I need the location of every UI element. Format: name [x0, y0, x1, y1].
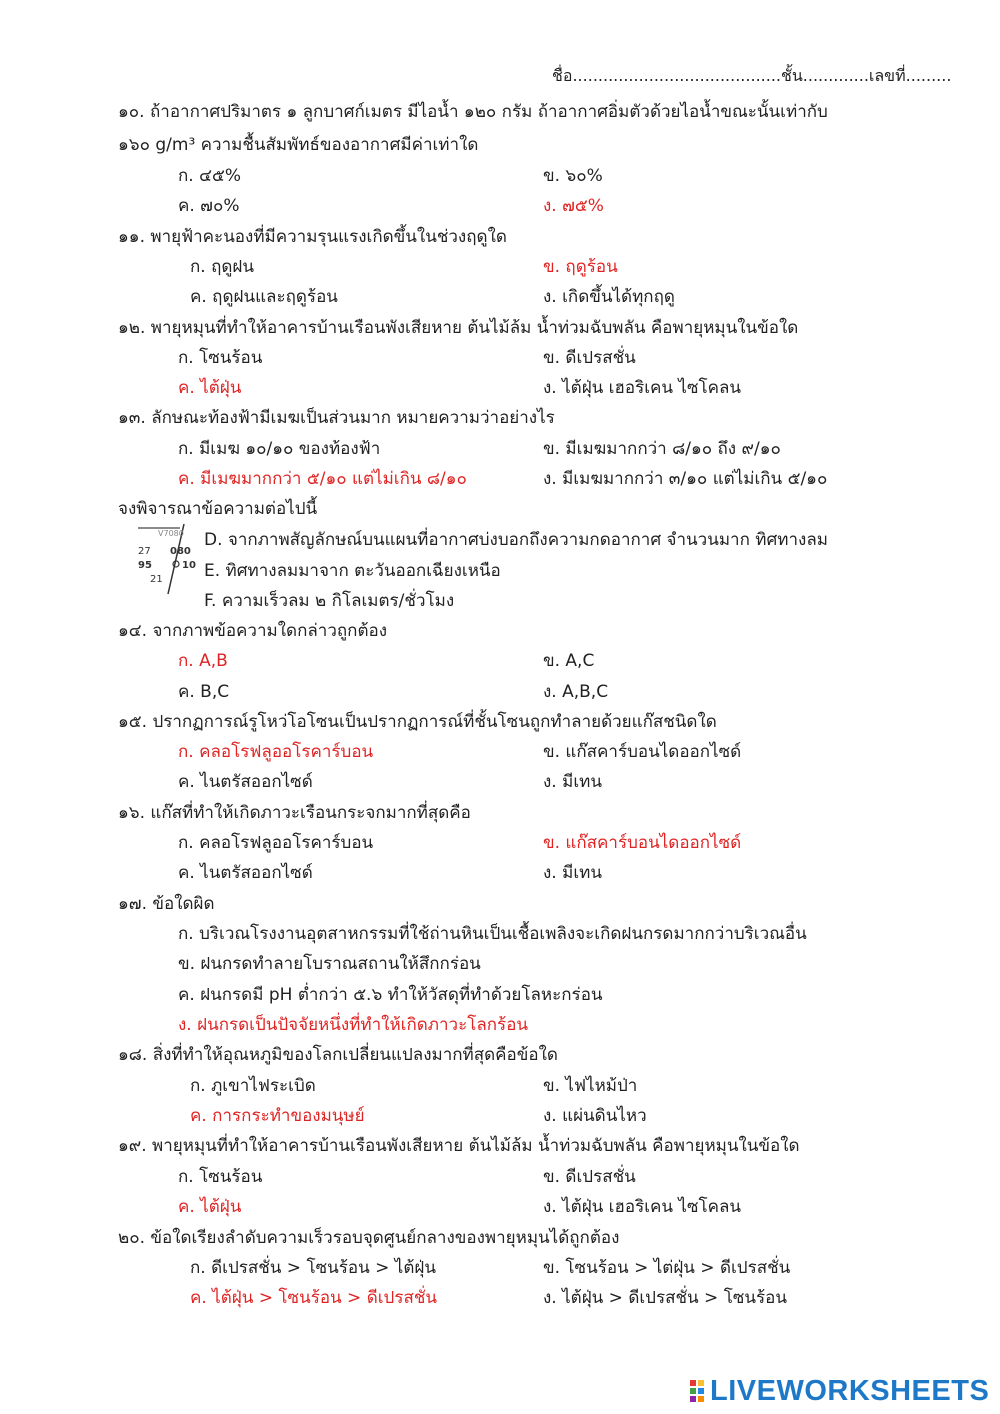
- option-c: ค. ไนตรัสออกไซด์: [178, 863, 313, 883]
- option-d-answer: ง. ฝนกรดเป็นปัจจัยหนึ่งที่ทำให้เกิดภาวะโลกร้อน: [178, 1015, 529, 1035]
- option-a: ก. มีเมฆ ๑๐/๑๐ ของท้องฟ้า: [178, 439, 381, 459]
- statement-e: E. ทิศทางลมมาจาก ตะวันออกเฉียงเหนือ: [204, 561, 501, 581]
- weather-station-symbol: [138, 524, 198, 596]
- liveworksheets-logo: [690, 1374, 989, 1408]
- option-b-answer: ข. แก๊สคาร์บอนไดออกไซด์: [543, 833, 742, 853]
- station-temperature: 27: [138, 546, 151, 557]
- option-b: ข. ฝนกรดทำลายโบราณสถานให้สึกกร่อน: [178, 954, 481, 974]
- student-info-line: ชื่อ.........................................ชั้น.............เลขที่.........: [552, 66, 952, 85]
- option-b: ข. A,C: [543, 651, 595, 671]
- option-d-answer: ง. ๗๕%: [543, 196, 604, 216]
- option-d: ง. ไต้ฝุ่น เฮอริเคน ไซโคลน: [543, 378, 742, 398]
- statement-f: F. ความเร็วลม ๒ กิโลเมตร/ชั่วโมง: [204, 591, 455, 611]
- question-17: ๑๗. ข้อใดผิด: [118, 894, 215, 914]
- statement-d: D. จากภาพสัญลักษณ์บนแผนที่อากาศบ่งบอกถึงความกดอากาศ จำนวนมาก ทิศทางลม: [204, 530, 828, 550]
- question-11: ๑๑. พายุฟ้าคะนองที่มีความรุนแรงเกิดขึ้นในช่วงฤดูใด: [118, 227, 507, 247]
- option-b: ข. ดีเปรสชั่น: [543, 348, 636, 368]
- option-d: ง. A,B,C: [543, 682, 609, 702]
- option-a-answer: ก. คลอโรฟลูออโรคาร์บอน: [178, 742, 374, 762]
- option-c: ค. ๗๐%: [178, 196, 240, 216]
- option-b: ข. โซนร้อน > ไต่ฝุ่น > ดีเปรสชั่น: [543, 1258, 791, 1278]
- option-a: ก. โซนร้อน: [178, 348, 263, 368]
- option-a: ก. ภูเขาไฟระเบิด: [190, 1076, 316, 1096]
- option-b: ข. มีเมฆมากกว่า ๘/๑๐ ถึง ๙/๑๐: [543, 439, 781, 459]
- option-b-answer: ข. ฤดูร้อน: [543, 257, 618, 277]
- option-c: ค. B,C: [178, 682, 230, 702]
- option-b: ข. แก๊สคาร์บอนไดออกไซด์: [543, 742, 742, 762]
- question-10: ๑๐. ถ้าอากาศปริมาตร ๑ ลูกบาศก์เมตร มีไอน้ำ ๑๒๐ กรัม ถ้าอากาศอิ่มตัวด้วยไอน้ำขณะนั้นเท่ากับ: [118, 102, 828, 122]
- question-20: ๒๐. ข้อใดเรียงลำดับความเร็วรอบจุดศูนย์กลางของพายุหมุนได้ถูกต้อง: [118, 1228, 620, 1248]
- option-c-answer: ค. มีเมฆมากกว่า ๕/๑๐ แต่ไม่เกิน ๘/๑๐: [178, 469, 467, 489]
- question-19: ๑๙. พายุหมุนที่ทำให้อาคารบ้านเรือนพังเสียหาย ต้นไม้ล้ม น้ำท่วมฉับพลัน คือพายุหมุนในข้อใด: [118, 1136, 800, 1156]
- option-d: ง. มีเทน: [543, 772, 602, 792]
- option-a: ก. โซนร้อน: [178, 1167, 263, 1187]
- option-c-answer: ค. ไต้ฝุ่น: [178, 378, 242, 398]
- option-c-answer: ค. ไต้ฝุ่น > โซนร้อน > ดีเปรสชั่น: [190, 1288, 438, 1308]
- question-13: ๑๓. ลักษณะท้องฟ้ามีเมฆเป็นส่วนมาก หมายความว่าอย่างไร: [118, 408, 555, 428]
- station-visibility: 21: [150, 574, 163, 585]
- option-d: ง. มีเมฆมากกว่า ๓/๑๐ แต่ไม่เกิน ๕/๑๐: [543, 469, 828, 489]
- option-c-answer: ค. การกระทำของมนุษย์: [190, 1106, 365, 1126]
- option-d: ง. เกิดขึ้นได้ทุกฤดู: [543, 287, 675, 307]
- question-16: ๑๖. แก๊สที่ทำให้เกิดภาวะเรือนกระจกมากที่สุดคือ: [118, 803, 471, 823]
- option-a: ก. ดีเปรสชั่น > โซนร้อน > ไต้ฝุ่น: [190, 1258, 436, 1278]
- option-a-answer: ก. A,B: [178, 651, 228, 671]
- option-c: ค. ฤดูฝนและฤดูร้อน: [190, 287, 338, 307]
- option-c: ค. ฝนกรดมี pH ต่ำกว่า ๕.๖ ทำให้วัสดุที่ทำด้วยโลหะกร่อน: [178, 985, 603, 1005]
- question-14: ๑๔. จากภาพข้อความใดกล่าวถูกต้อง: [118, 621, 388, 641]
- option-a: ก. บริเวณโรงงานอุตสาหกรรมที่ใช้ถ่านหินเป็นเชื้อเพลิงจะเกิดฝนกรดมากกว่าบริเวณอื่น: [178, 924, 807, 944]
- station-pressure: 080: [170, 546, 191, 557]
- option-c-answer: ค. ไต้ฝุ่น: [178, 1197, 242, 1217]
- logo-grid-icon: [690, 1380, 704, 1402]
- station-tendency: 10: [182, 560, 196, 571]
- option-d: ง. ไต้ฝุ่น > ดีเปรสชั่น > โซนร้อน: [543, 1288, 787, 1308]
- station-dewpoint: 95: [138, 560, 152, 571]
- option-a: ก. ๔๕%: [178, 166, 241, 186]
- option-b: ข. ดีเปรสชั่น: [543, 1167, 636, 1187]
- option-c: ค. ไนตรัสออกไซด์: [178, 772, 313, 792]
- station-top-label: V7080: [158, 529, 184, 538]
- question-18: ๑๘. สิ่งที่ทำให้อุณหภูมิของโลกเปลี่ยนแปลงมากที่สุดคือข้อใด: [118, 1045, 558, 1065]
- option-d: ง. มีเทน: [543, 863, 602, 883]
- question-15: ๑๕. ปรากฏการณ์รูโหว่โอโซนเป็นปรากฏการณ์ที่ชั้นโซนถูกทำลายด้วยแก๊สชนิดใด: [118, 712, 717, 732]
- question-10-cont: ๑๖๐ g/m³ ความชื้นสัมพัทธ์ของอากาศมีค่าเท่าใด: [118, 135, 479, 155]
- option-a: ก. ฤดูฝน: [190, 257, 255, 277]
- option-b: ข. ไฟไหม้ป่า: [543, 1076, 638, 1096]
- option-d: ง. แผ่นดินไหว: [543, 1106, 647, 1126]
- option-d: ง. ไต้ฝุ่น เฮอริเคน ไซโคลน: [543, 1197, 742, 1217]
- instruction: จงพิจารณาข้อความต่อไปนี้: [118, 499, 318, 519]
- logo-text: LIVEWORKSHEETS: [710, 1374, 990, 1407]
- option-a: ก. คลอโรฟลูออโรคาร์บอน: [178, 833, 374, 853]
- question-12: ๑๒. พายุหมุนที่ทำให้อาคารบ้านเรือนพังเสียหาย ต้นไม้ล้ม น้ำท่วมฉับพลัน คือพายุหมุนในข้อใด: [118, 318, 799, 338]
- option-b: ข. ๖๐%: [543, 166, 603, 186]
